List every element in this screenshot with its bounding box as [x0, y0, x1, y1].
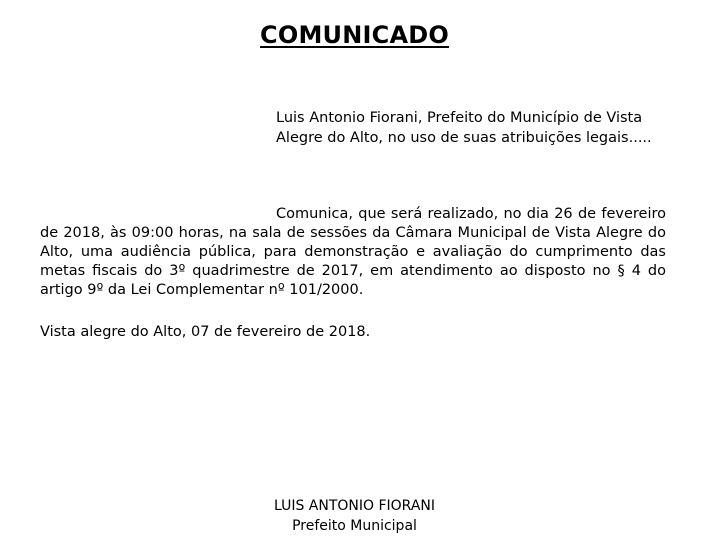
signatory-role: Prefeito Municipal [292, 518, 417, 534]
document-title: COMUNICADO [260, 21, 449, 49]
body-paragraph: Comunica, que será realizado, no dia 26 de fevereiro de 2018, às 09:00 horas, na sala de sessões da Câmara Municipal de Vista Alegre do Alto, uma audiência pública, para demonstração e avaliação do cumprimento das metas fiscais do 3º quadrimestre de 2017, em atendimento ao disposto no § 4 do artigo 9º da Lei Complementar nº 101/2000. [40, 206, 666, 298]
place-date-line: Vista alegre do Alto, 07 de fevereiro de 2018. [40, 324, 371, 340]
signatory-name: LUIS ANTONIO FIORANI [273, 498, 436, 514]
intro-paragraph: Luis Antonio Fiorani, Prefeito do Município de Vista Alegre do Alto, no uso de suas atribuições legais..... [276, 110, 652, 146]
signature-block [0, 496, 709, 536]
